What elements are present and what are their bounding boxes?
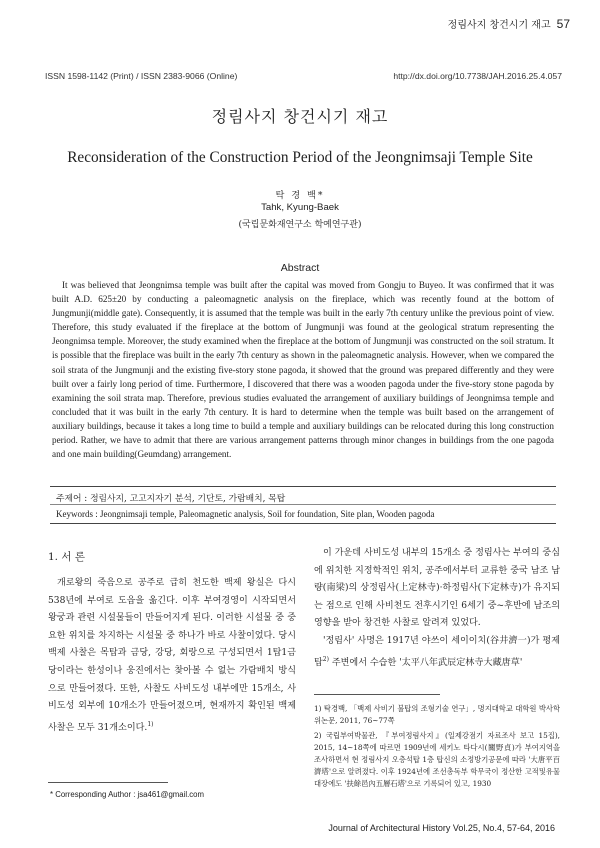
- left-column-body: [48, 575, 296, 737]
- author-korean: 탁 경 백*: [275, 190, 325, 201]
- keywords-korean: [56, 491, 285, 504]
- corresponding-author: * Corresponding Author : jsa461@gmail.com: [50, 790, 204, 799]
- footnote-mark-2: 2): [322, 655, 329, 663]
- keywords-top-rule: [50, 486, 556, 487]
- right-paragraph-1: 이 가운데 사비도성 내부의 15개소 중 정림사는 부여의 중심에 위치한 지정학적인 위치, 공주에서부터 교류한 중국 남조 남량(南梁)의 상정림사(上定林寺)·하정림사(下定林寺)가 유지되는 점으로 인해 사비천도 전후시기인 6세기 중~후반에 남조의 영향을 받아 창건한 사찰로 알려져 있었다.: [314, 548, 560, 629]
- right-paragraph-2-text: '정림사' 사명은 1917년 야쓰이 세이이치(谷井濟一)가 평제탑: [314, 635, 560, 668]
- keywords-middle-rule: [50, 504, 556, 505]
- footnote-mark-1: 1): [147, 720, 154, 728]
- doi-link[interactable]: http://dx.doi.org/10.7738/JAH.2016.25.4.057: [393, 71, 562, 81]
- author-english: Tahk, Kyung-Baek: [261, 202, 339, 213]
- footnote-rule-right: [314, 694, 440, 695]
- section-heading: 1. 서 론: [48, 551, 85, 563]
- right-paragraph-2: [314, 633, 560, 672]
- right-paragraph-2-cont: 주변에서 수습한 '太平八年武辰定林寺大藏唐草': [328, 657, 523, 668]
- keywords-english-label: Keywords :: [56, 509, 100, 519]
- english-title: Reconsideration of the Construction Period of the Jeongnimsaji Temple Site: [67, 149, 533, 166]
- page-number: 57: [556, 17, 570, 31]
- korean-title: 정림사지 창건시기 재고: [211, 107, 389, 126]
- issn: ISSN 1598-1142 (Print) / ISSN 2383-9066 (Online): [45, 71, 238, 81]
- author-affiliation: (국립문화재연구소 학예연구관): [238, 220, 362, 230]
- running-title-text: 정림사지 창건시기 재고: [447, 20, 551, 31]
- keywords-english-text: Jeongnimsaji temple, Paleomagnetic analysis, Soil for foundation, Site plan, Wooden pagoda: [100, 509, 435, 519]
- abstract-body: It was believed that Jeongnimsa temple was built after the capital was moved from Gongju to Buyeo. It was confirmed that it was built A.D. 625±20 by conducting a paleomagnetic analysis on the fireplace, which was recently found at the bottom of Jungmunji(middle gate). Consequently, it is assumed that the temple was built in the early 7th century unlike the previous point of view. Therefore, this study evaluated if the fireplace at the bottom of Jungmunji was found at the geological stratum representing the Jeongnimsa temple. Moreover, the study examined when the fireplace at the bottom of Jungmunji was constructed on the soil stratum. It is possible that the fireplace was built in the early 7th century as shown in the paleomagnetic analysis. However, when we compared the soil strata of the Jungmunji and the existing five-story stone pagoda, it showed that the ground was prepared differently and they were built over a fairly long period of time. Furthermore, I discovered that there was a wooden pagoda under the five-story stone pagoda by examining the soil strata map. Therefore, previous studies evaluated the arrangement of auxiliary buildings of Jeongnimsa temple and concluded that it was built in the early 7th century. It is hard to determine when the temple was built based on the arrangement of auxiliary buildings, because it takes a long time to build a temple and auxiliary buildings can be relocated during this long construction period. Rather, we have to admit that there are various arrangement patterns through minor changes in buildings from the one pagoda and one main building(Geumdang) arrangement.: [52, 280, 554, 460]
- left-paragraph: 개로왕의 죽음으로 공주로 급히 천도한 백제 왕실은 다시 538년에 부여로 도읍을 옮긴다. 이후 부여경영이 시작되면서 왕궁과 관련 시설물들이 만들어지게 된다. 이러한 시설물 중 중요한 위치를 차지하는 시설물 중 하나가 바로 사찰이었다. 당시 백제 사찰은 목탑과 금당, 강당, 회랑으로 구성되면서 1탑1금당이라는 한성이나 웅진에서는 찾아볼 수 없는 가람배치 방식으로 만들어졌다. 또한, 사찰도 사비도성 내부에만 15개소, 사비도성 외부에 10개소가 만들어졌으며, 현재까지 확인된 백제 사찰은 모두 31개소이다.: [48, 578, 296, 733]
- abstract-heading: Abstract: [280, 262, 320, 274]
- right-column-body: [314, 545, 560, 672]
- keywords-bottom-rule: [50, 523, 556, 524]
- footnote-1: 1) 탁경백, 「백제 사비기 불탑의 조형기술 연구」, 명지대학교 대학원 박사학위논문, 2011, 76~77쪽: [314, 704, 560, 725]
- keywords-korean-label: 주제어 :: [56, 494, 91, 504]
- keywords-korean-text: 정림사지, 고고지자기 분석, 기단토, 가람배치, 목탑: [90, 494, 286, 504]
- keywords-english: [56, 509, 435, 519]
- running-title: [400, 16, 570, 31]
- footnote-rule-left: [48, 782, 168, 783]
- footnote-2: 2) 국립부여박물관, 『부여정림사지』(일제강점기 자료조사 보고 15집), 2015, 14~18쪽에 따르면 1909년에 세키노 타다시(關野貞)가 부여지역을 조사하면서 현 정림사지 오층석탑 1층 탑신의 소정방기공문에 따라 '大唐平百濟塔'으로 알려졌다. 이후 1924년에 조선총독부 학무국이 정산한 고적및유물대장에도 '扶餘邑內五層石塔'으로 기록되어 있고, 1930: [314, 731, 560, 788]
- journal-citation: Journal of Architectural History Vol.25, No.4, 57-64, 2016: [328, 823, 555, 833]
